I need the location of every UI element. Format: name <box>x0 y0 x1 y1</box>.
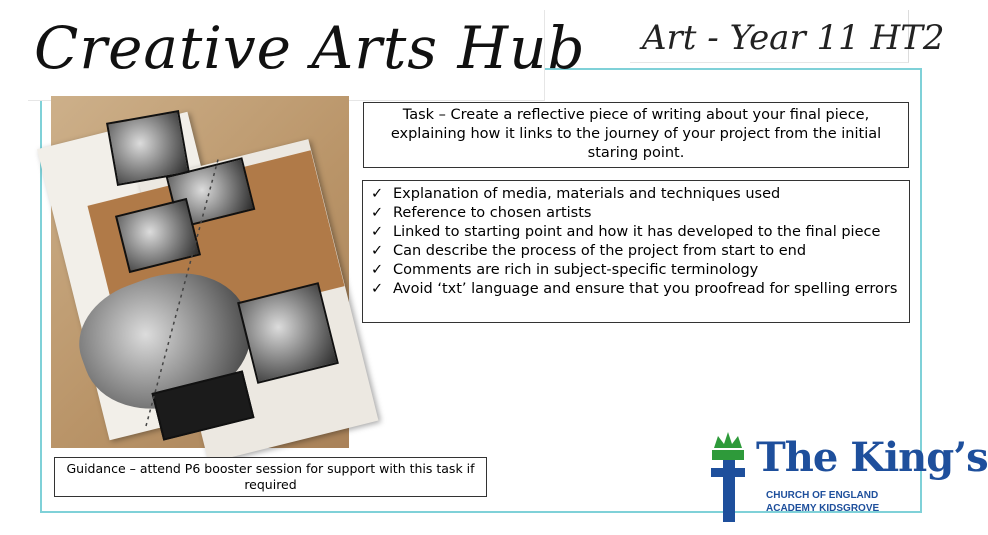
guidance-text: Guidance – attend P6 booster session for support with this task if required <box>66 461 475 492</box>
page-subtitle: Art - Year 11 HT2 <box>642 18 945 58</box>
list-item-text: Reference to chosen artists <box>393 205 592 221</box>
list-item-text: Can describe the process of the project from start to end <box>393 243 807 259</box>
list-item-text: Comments are rich in subject-specific terminology <box>393 262 759 278</box>
header-subtitle-box <box>630 10 945 63</box>
logo-subline-2: ACADEMY KIDSGROVE <box>766 503 880 514</box>
check-icon: ✓ <box>371 281 384 297</box>
list-item <box>371 280 901 299</box>
success-criteria-checklist <box>362 180 910 323</box>
logo-wordmark: The King’s <box>756 434 988 481</box>
list-item-text: Avoid ‘txt’ language and ensure that you proofread for spelling errors <box>393 281 898 297</box>
list-item <box>371 242 901 261</box>
list-item <box>371 261 901 280</box>
list-item <box>371 223 901 242</box>
crowned-cross-icon <box>708 430 748 526</box>
guidance-box <box>54 457 487 497</box>
check-icon: ✓ <box>371 262 384 278</box>
logo-subline-1: CHURCH OF ENGLAND <box>766 490 879 501</box>
header-title-box <box>28 10 586 101</box>
page-title: Creative Arts Hub <box>34 14 586 82</box>
check-icon: ✓ <box>371 205 384 221</box>
school-logo <box>708 430 988 530</box>
list-item <box>371 204 901 223</box>
task-text: Task – Create a reflective piece of writing about your final piece, explaining how it links to the journey of your project from the initial staring point. <box>390 107 882 161</box>
check-icon: ✓ <box>371 186 384 202</box>
check-icon: ✓ <box>371 224 384 240</box>
list-item <box>371 185 901 204</box>
list-item-text: Explanation of media, materials and techniques used <box>393 186 781 202</box>
task-box <box>363 102 909 168</box>
sketchbook-photo <box>51 96 349 448</box>
spiral-binding-icon <box>51 96 349 448</box>
list-item-text: Linked to starting point and how it has developed to the final piece <box>393 224 881 240</box>
check-icon: ✓ <box>371 243 384 259</box>
